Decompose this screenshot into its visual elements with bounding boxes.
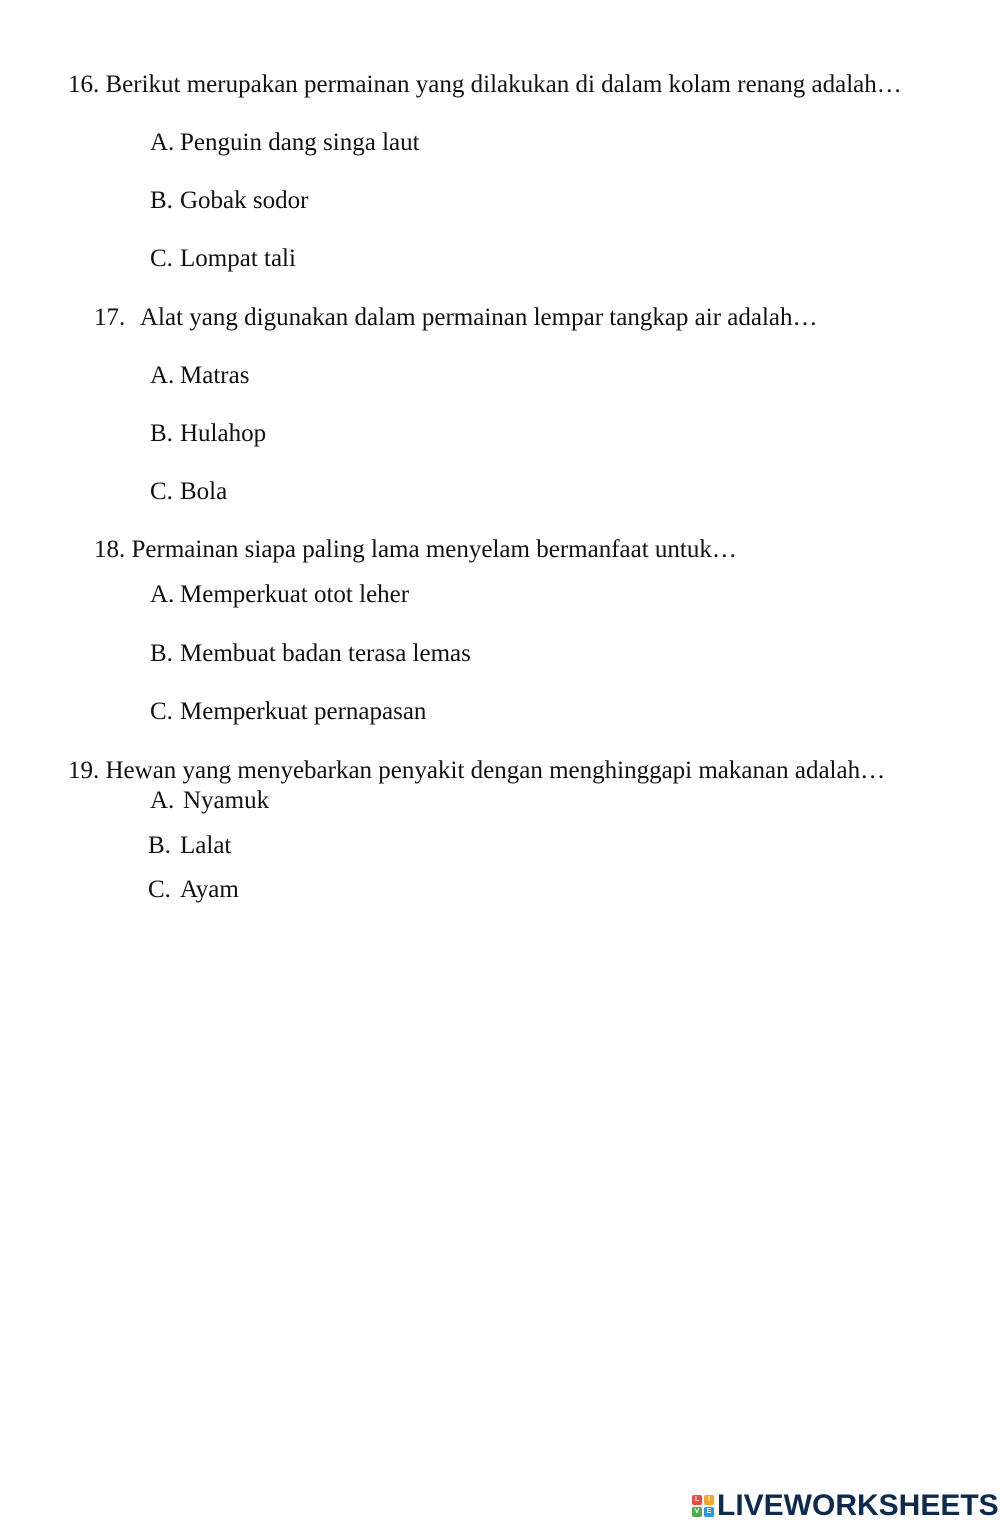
logo-mark-letter: I bbox=[704, 1495, 714, 1505]
option-text: Lalat bbox=[180, 832, 232, 859]
logo-mark-letter: V bbox=[692, 1507, 702, 1517]
option-19-a[interactable] bbox=[150, 786, 269, 816]
option-text: Ayam bbox=[180, 876, 239, 903]
question-19 bbox=[68, 756, 885, 786]
option-19-c[interactable] bbox=[148, 875, 239, 905]
option-letter: A. bbox=[150, 787, 175, 814]
option-16-c[interactable] bbox=[150, 244, 296, 274]
option-19-b[interactable] bbox=[148, 831, 231, 861]
option-text: Membuat badan terasa lemas bbox=[180, 640, 471, 667]
option-17-c[interactable] bbox=[150, 477, 227, 507]
option-text: Matras bbox=[180, 362, 250, 389]
option-17-a[interactable] bbox=[150, 361, 249, 391]
logo-mark-letter: E bbox=[704, 1507, 714, 1517]
option-letter: B. bbox=[150, 420, 173, 447]
option-16-a[interactable] bbox=[150, 128, 420, 158]
option-text: Nyamuk bbox=[183, 787, 270, 814]
question-text: Permainan siapa paling lama menyelam bermanfaat untuk… bbox=[131, 536, 737, 563]
option-letter: B. bbox=[150, 187, 173, 214]
question-text: Berikut merupakan permainan yang dilakukan di dalam kolam renang adalah… bbox=[105, 71, 902, 98]
option-letter: B. bbox=[148, 832, 171, 859]
question-number: 17. bbox=[94, 304, 126, 331]
question-number: 19. bbox=[68, 757, 100, 784]
question-text: Hewan yang menyebarkan penyakit dengan menghinggapi makanan adalah… bbox=[105, 757, 886, 784]
option-letter: B. bbox=[150, 640, 173, 667]
logo-text: LIVEWORKSHEETS bbox=[717, 1489, 999, 1522]
option-18-a[interactable] bbox=[150, 580, 409, 610]
option-letter: A. bbox=[150, 362, 175, 389]
question-number: 16. bbox=[68, 71, 100, 98]
option-letter: C. bbox=[150, 478, 173, 505]
option-18-b[interactable] bbox=[150, 639, 471, 669]
option-text: Penguin dang singa laut bbox=[180, 129, 420, 156]
question-18 bbox=[94, 535, 737, 565]
option-text: Gobak sodor bbox=[180, 187, 309, 214]
option-text: Memperkuat pernapasan bbox=[180, 698, 427, 725]
option-17-b[interactable] bbox=[150, 419, 266, 449]
question-number: 18. bbox=[94, 536, 126, 563]
option-letter: C. bbox=[150, 245, 173, 272]
option-18-c[interactable] bbox=[150, 697, 426, 727]
liveworksheets-logo bbox=[692, 1488, 999, 1524]
option-text: Hulahop bbox=[180, 420, 267, 447]
question-17 bbox=[94, 303, 818, 333]
option-text: Bola bbox=[180, 478, 228, 505]
option-letter: C. bbox=[150, 698, 173, 725]
question-16 bbox=[68, 70, 902, 100]
option-text: Memperkuat otot leher bbox=[180, 581, 410, 608]
question-text: Alat yang digunakan dalam permainan lempar tangkap air adalah… bbox=[140, 304, 818, 331]
option-letter: A. bbox=[150, 129, 175, 156]
option-letter: A. bbox=[150, 581, 175, 608]
logo-mark-icon bbox=[692, 1495, 714, 1517]
option-letter: C. bbox=[148, 876, 171, 903]
option-text: Lompat tali bbox=[180, 245, 296, 272]
option-16-b[interactable] bbox=[150, 186, 308, 216]
logo-mark-letter: L bbox=[692, 1495, 702, 1505]
